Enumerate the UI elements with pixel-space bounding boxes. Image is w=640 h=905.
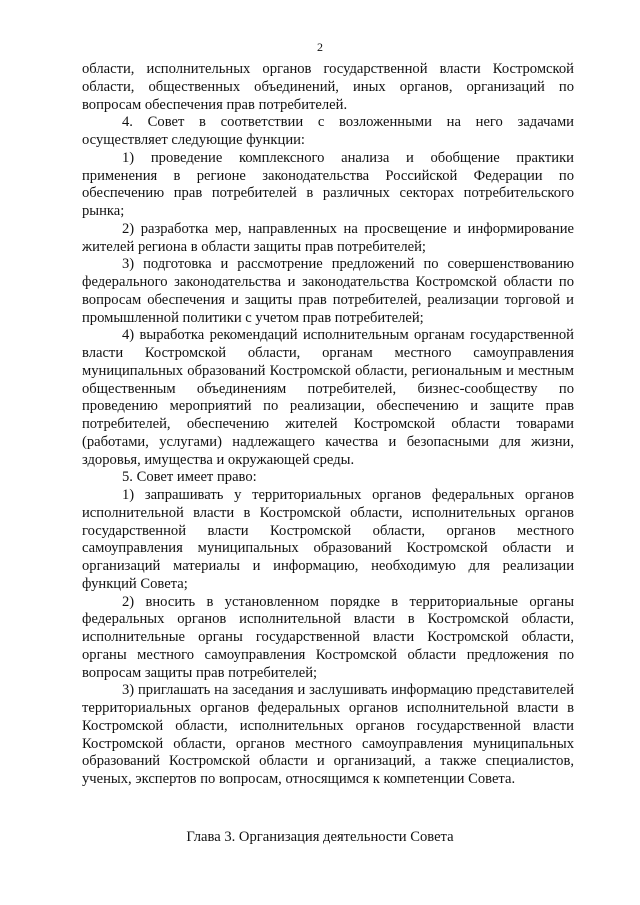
function-4: 4) выработка рекомендаций исполнительным органам государственной власти Костромской области, органам местного самоуправления муниципальных образований Костромской области, региональным и местным общественным объединениям потребителей, бизнес-сообществу по проведению мероприятий по реализации, обеспечению и защите прав потребителей, обеспечению жителей Костромской области товарами (работами, услугами) надлежащего качества и безопасными для жизни, здоровья, имущества и окружающей среды. [82,327,574,468]
paragraph-item-4: 4. Совет в соответствии с возложенными на него задачами осуществляет следующие функции: [82,114,574,148]
right-2: 2) вносить в установленном порядке в территориальные органы федеральных органов исполнительной власти в Костромской области, исполнительные органы государственной власти Костромской области, органы местного самоуправления Костромской области предложения по вопросам защиты прав потребителей; [82,593,574,681]
paragraph-item-5: 5. Совет имеет право: [122,469,257,486]
page-number: 2 [317,40,323,54]
chapter-heading: Глава 3. Организация деятельности Совета [186,829,454,845]
right-1: 1) запрашивать у территориальных органов федеральных органов исполнительной власти в Костромской области, исполнительных органов государственной власти Костромской области, органов местного самоуправления муниципальных образований Костромской области и организаций материалы и информацию, необходимую для реализации функций Совета; [82,487,574,592]
function-3: 3) подготовка и рассмотрение предложений по совершенствованию федерального законодательства и законодательства Костромской области по вопросам обеспечения и защиты прав потребителей, реализации торговой и промышленной политики с учетом прав потребителей; [82,256,574,326]
function-2: 2) разработка мер, направленных на просвещение и информирование жителей региона в области защиты прав потребителей; [82,220,574,255]
function-1: 1) проведение комплексного анализа и обобщение практики применения в регионе законодательства Российской Федерации по обеспечению прав потребителей в различных секторах потребительского рынка; [82,149,574,219]
right-3: 3) приглашать на заседания и заслушивать информацию представителей территориальных органов федеральных органов исполнительной власти в Костромской области, исполнительных органов государственной власти Костромской области, органов местного самоуправления муниципальных образований Костромской области и организаций, а также специалистов, ученых, экспертов по вопросам, относящимся к компетенции Совета. [82,682,574,787]
document-body [82,61,574,789]
paragraph-continuation: области, исполнительных органов государственной власти Костромской области, общественных объединений, иных органов, организаций по вопросам обеспечения прав потребителей. [82,61,574,113]
